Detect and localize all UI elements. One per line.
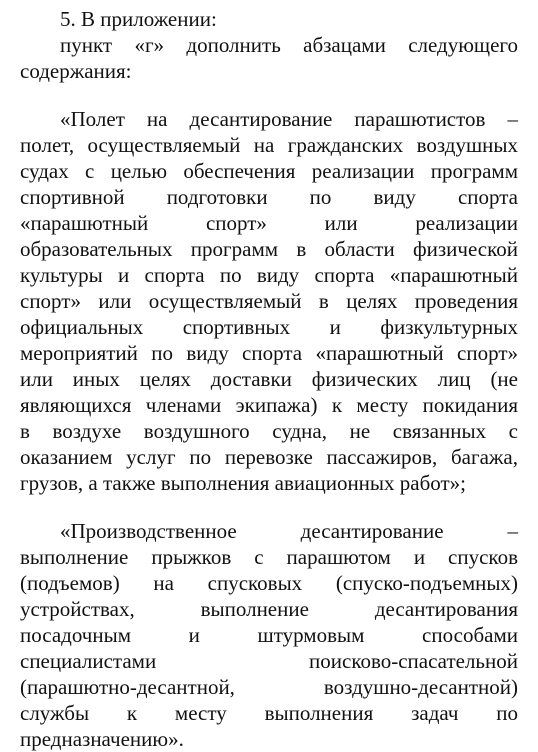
text-line: «Полет на десантирование парашютистов – xyxy=(60,107,518,131)
text-line: культуры и спорта по виду спорта «парашютный xyxy=(20,263,518,287)
text-line: грузов, а также выполнения авиационных работ»; xyxy=(20,471,467,495)
text-line: устройствах, выполнение десантирования xyxy=(20,597,518,621)
text-line: в воздухе воздушного судна, не связанных с xyxy=(20,419,518,443)
text-line: мероприятий по виду спорта «парашютный спорт» xyxy=(20,341,518,365)
text-line: спорт» или осуществляемый в целях проведения xyxy=(20,289,518,313)
paragraph-gap xyxy=(20,84,518,106)
text-line: оказанием услуг по перевозке пассажиров, багажа, xyxy=(20,445,518,469)
section-heading: 5. В приложении: xyxy=(60,7,217,31)
text-line: (парашютно-десантной, воздушно-десантной) xyxy=(20,675,518,699)
text-line: предназначению». xyxy=(20,727,184,751)
text-line: «парашютный спорт» или реализации xyxy=(20,211,518,235)
text-line: (подъемов) на спусковых (спуско-подъемных) xyxy=(20,571,518,595)
text-line: или иных целях доставки физических лиц (не xyxy=(20,367,518,391)
paragraph-production-landing-definition xyxy=(20,518,518,752)
text-line: посадочным и штурмовым способами xyxy=(20,623,518,647)
text-line: выполнение прыжков с парашютом и спусков xyxy=(20,545,518,569)
text-line: службы к месту выполнения задач по xyxy=(20,701,518,725)
text-line: являющихся членами экипажа) к месту покидания xyxy=(20,393,518,417)
text-line: спортивной подготовки по виду спорта xyxy=(20,185,518,209)
text-line: «Производственное десантирование – xyxy=(60,519,518,543)
intro-line: пункт «г» дополнить абзацами следующего xyxy=(60,33,518,57)
text-line: судах с целью обеспечения реализации программ xyxy=(20,159,518,183)
text-line: специалистами поисково-спасательной xyxy=(20,649,518,673)
paragraph-flight-definition xyxy=(20,106,518,496)
text-line: образовательных программ в области физической xyxy=(20,237,518,261)
paragraph-gap xyxy=(20,496,518,518)
text-line: полет, осуществляемый на гражданских воздушных xyxy=(20,133,518,157)
intro-line: содержания: xyxy=(20,59,132,83)
text-line: официальных спортивных и физкультурных xyxy=(20,315,518,339)
